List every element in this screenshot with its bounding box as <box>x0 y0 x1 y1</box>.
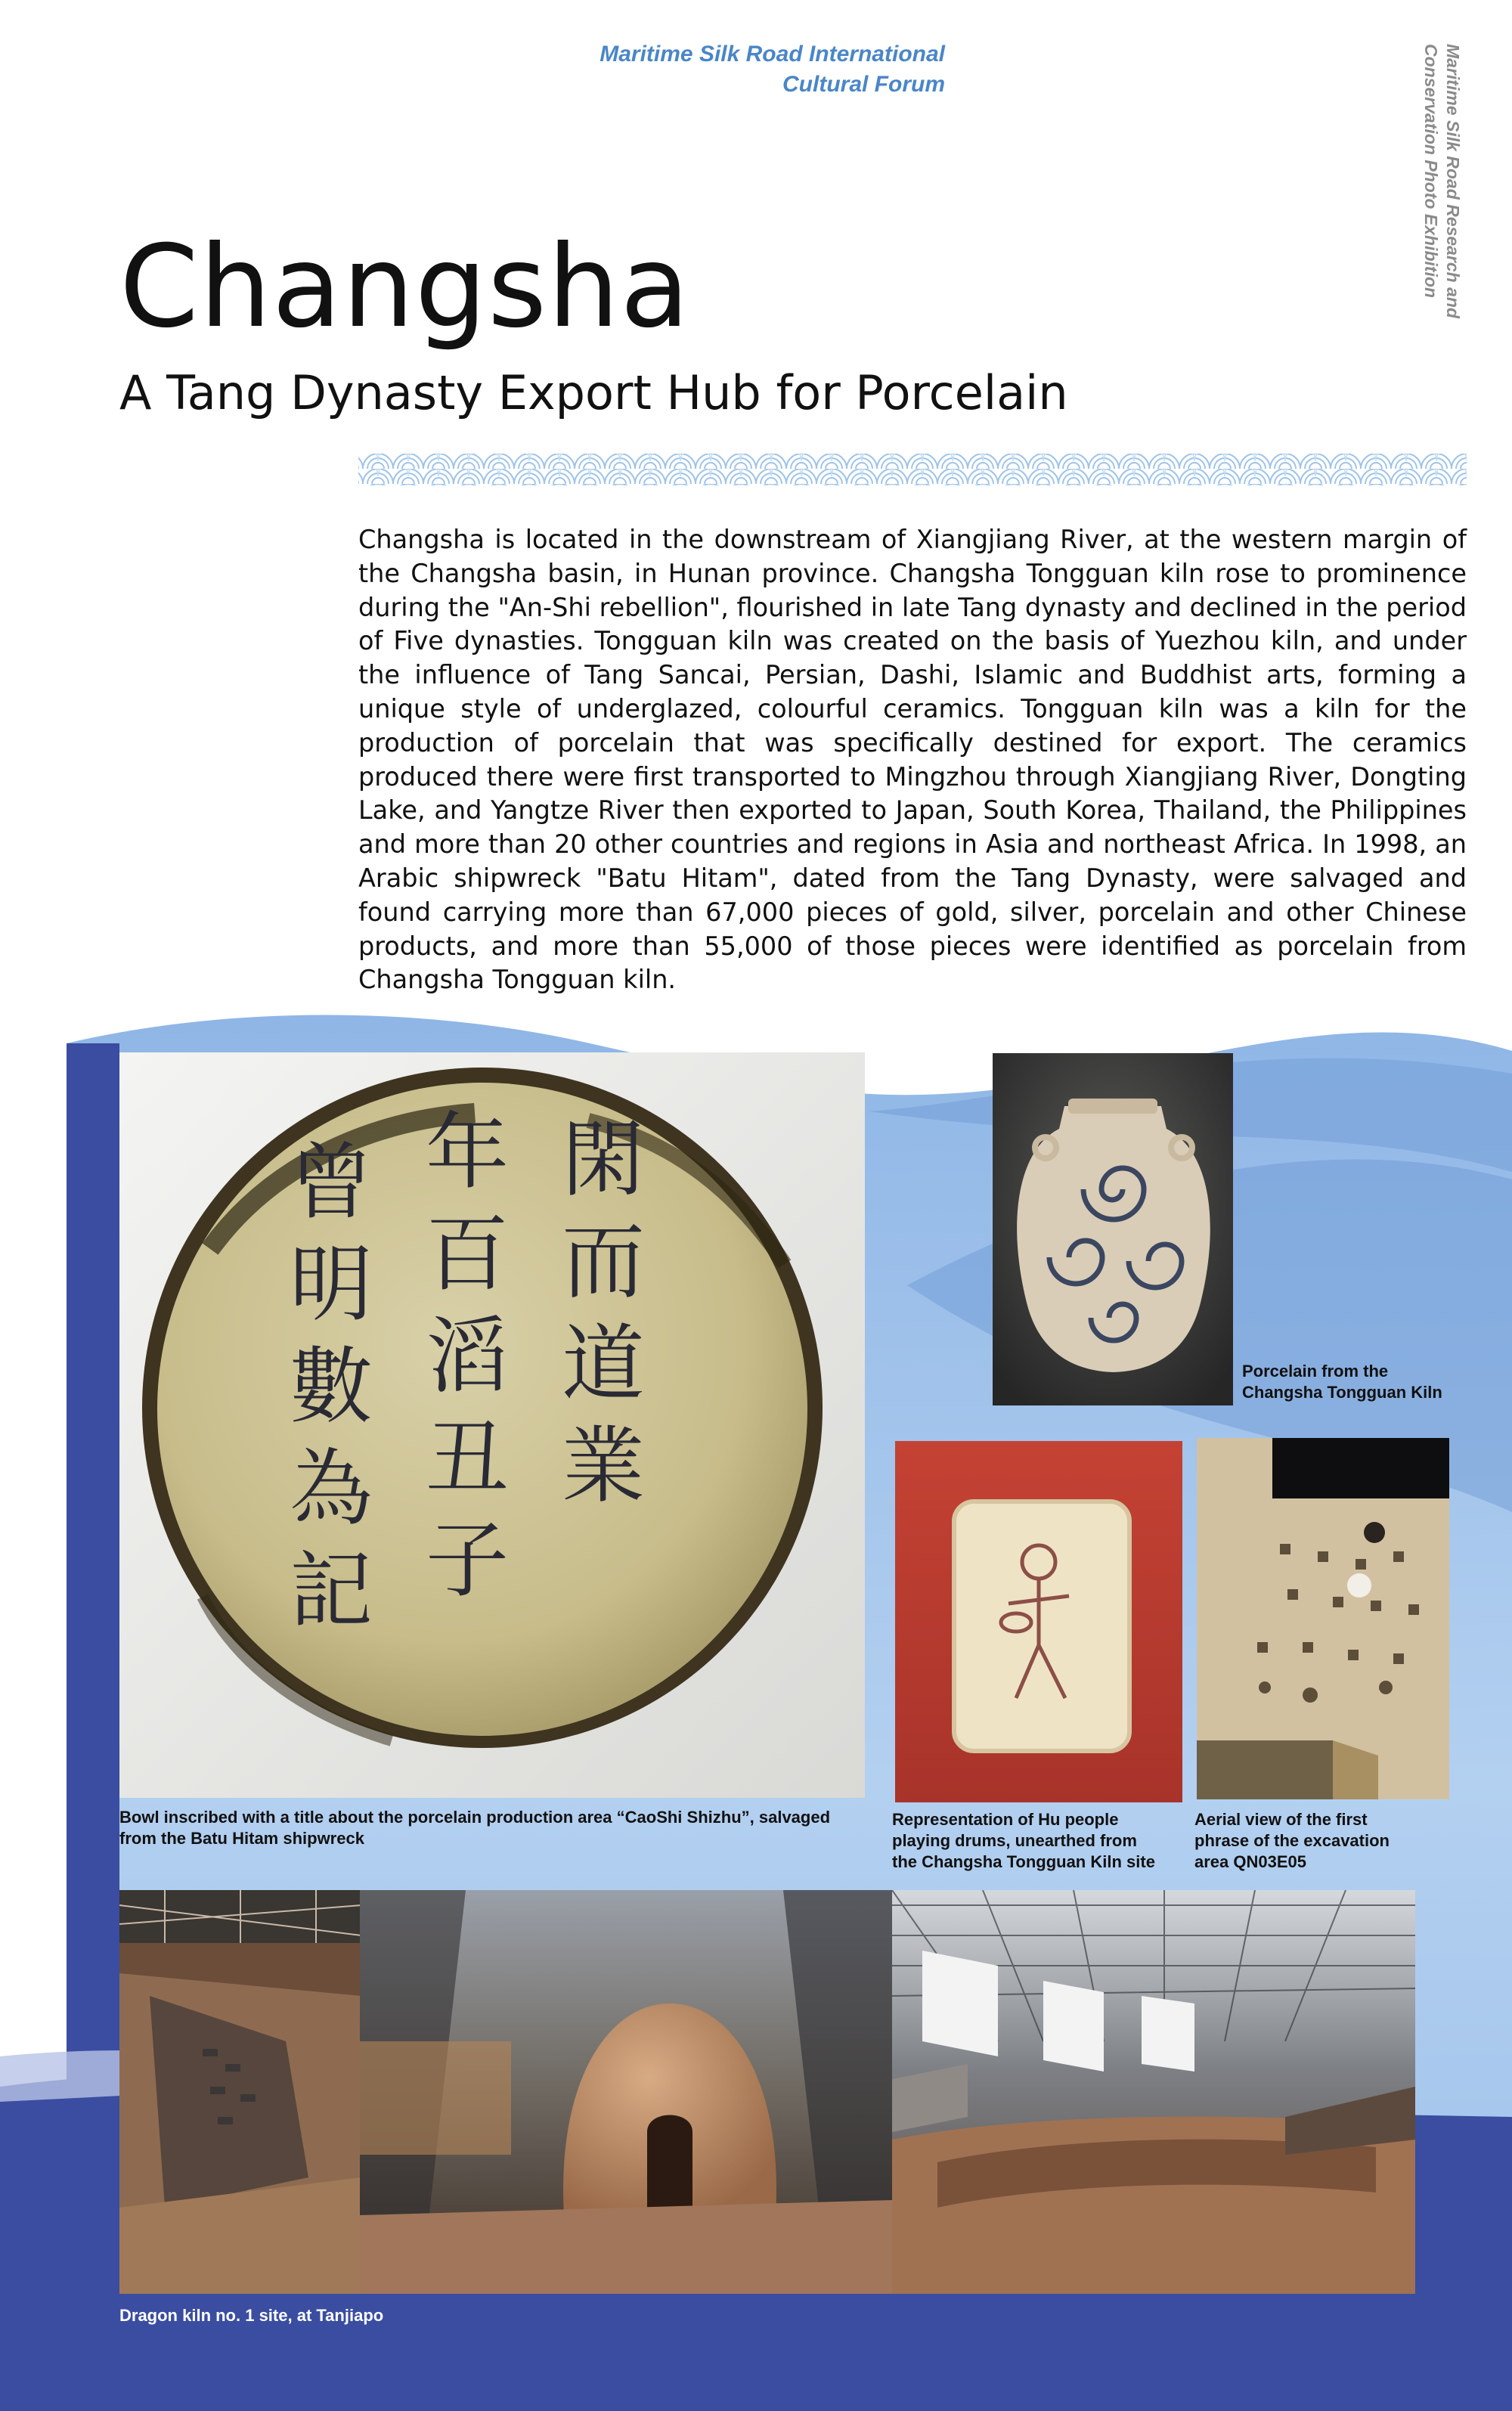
bowl-inscription-char: 閑 <box>562 1111 645 1208</box>
organization-line-1: Maritime Silk Road International <box>600 42 945 67</box>
aerial-caption-line-2: phrase of the excavation <box>1194 1831 1390 1850</box>
bowl-illustration <box>119 1052 865 1798</box>
bowl-inscription-char: 丑 <box>426 1410 509 1507</box>
bowl-inscription-char: 業 <box>562 1418 645 1514</box>
jar-caption <box>1242 1361 1484 1403</box>
bowl-inscription-char: 而 <box>562 1213 645 1310</box>
bowl-inscription-char: 道 <box>562 1316 645 1412</box>
bowl-inscription-char: 滔 <box>426 1308 509 1405</box>
organization-name <box>529 39 945 100</box>
page-subtitle: A Tang Dynasty Export Hub for Porcelain <box>119 365 1068 420</box>
bowl-inscription-char: 年 <box>426 1104 509 1201</box>
hu-caption-line-1: Representation of Hu people <box>892 1810 1119 1829</box>
bowl-inscription-char: 為 <box>290 1440 373 1537</box>
trench-photo <box>119 1890 361 2294</box>
bowl-inscription-char: 曾 <box>290 1134 373 1231</box>
aerial-excavation-photo <box>1197 1438 1449 1799</box>
bowl-photo <box>119 1052 865 1798</box>
jar-photo <box>993 1053 1233 1405</box>
aerial-illustration <box>1197 1438 1449 1799</box>
bowl-inscription-char: 數 <box>290 1338 373 1435</box>
hu-caption-line-3: the Changsha Tongguan Kiln site <box>892 1852 1155 1871</box>
page-title: Changsha <box>119 222 691 353</box>
hu-drummer-caption <box>892 1809 1194 1873</box>
aerial-caption-line-3: area QN03E05 <box>1194 1852 1306 1871</box>
trench-illustration <box>119 1890 361 2294</box>
museum-hall-illustration <box>892 1890 1415 2294</box>
exhibition-name-vertical <box>1396 44 1464 361</box>
bowl-inscription-char: 記 <box>290 1542 373 1639</box>
organization-line-2: Cultural Forum <box>782 72 945 97</box>
bowl-inscription-char: 百 <box>426 1206 509 1303</box>
museum-hall-photo <box>892 1890 1415 2294</box>
wave-pattern-band <box>358 454 1467 485</box>
bowl-caption: Bowl inscribed with a title about the porcelain production area “CaoShi Shizhu”, salvaged from the Batu Hitam shipwreck <box>119 1808 831 1848</box>
aerial-caption <box>1194 1809 1467 1873</box>
hu-drummer-illustration <box>895 1441 1182 1802</box>
intro-paragraph: Changsha is located in the downstream of Xiangjiang River, at the western margin of the Changsha basin, in Hunan province. Changsha Tongguan kiln rose to prominence during the "An-Shi rebellion", flourished in late Tang dynasty and declined in the period of Five dynasties. Tongguan kiln was created on the basis of Yuezhou kiln, and under the influence of Tang Sancai, Persian, Dashi, Islamic and Buddhist arts, forming a unique style of underglazed, colourful ceramics. Tongguan kiln was a kiln for the production of porcelain that was specifically destined for export. The ceramics produced there were first transported to Mingzhou through Xiangjiang River, Dongting Lake, and Yangtze River then exported to Japan, South Korea, Thailand, the Philippines and more than 20 other countries and regions in Asia and northeast Africa. In 1998, an Arabic shipwreck "Batu Hitam", dated from the Tang Dynasty, were salvaged and found carrying more than 67,000 pieces of gold, silver, porcelain and other Chinese products, and more than 55,000 of those pieces were identified as porcelain from Changsha Tongguan kiln. <box>358 525 1467 995</box>
bowl-inscription-char: 子 <box>426 1512 509 1609</box>
jar-illustration <box>993 1053 1233 1405</box>
dome-kiln-photo <box>360 1890 892 2294</box>
dragon-kiln-caption: Dragon kiln no. 1 site, at Tanjiapo <box>119 2306 384 2325</box>
dome-kiln-illustration <box>360 1890 892 2294</box>
bowl-inscription-char: 明 <box>290 1236 373 1333</box>
jar-caption-line-2: Changsha Tongguan Kiln <box>1242 1383 1442 1402</box>
hu-caption-line-2: playing drums, unearthed from <box>892 1831 1137 1850</box>
jar-caption-line-1: Porcelain from the <box>1242 1362 1389 1381</box>
exhibition-line-2: Conservation Photo Exhibition <box>1421 44 1441 299</box>
hu-drummer-photo <box>895 1441 1182 1802</box>
aerial-caption-line-1: Aerial view of the first <box>1194 1810 1368 1829</box>
exhibition-line-1: Maritime Silk Road Research and <box>1443 44 1463 319</box>
